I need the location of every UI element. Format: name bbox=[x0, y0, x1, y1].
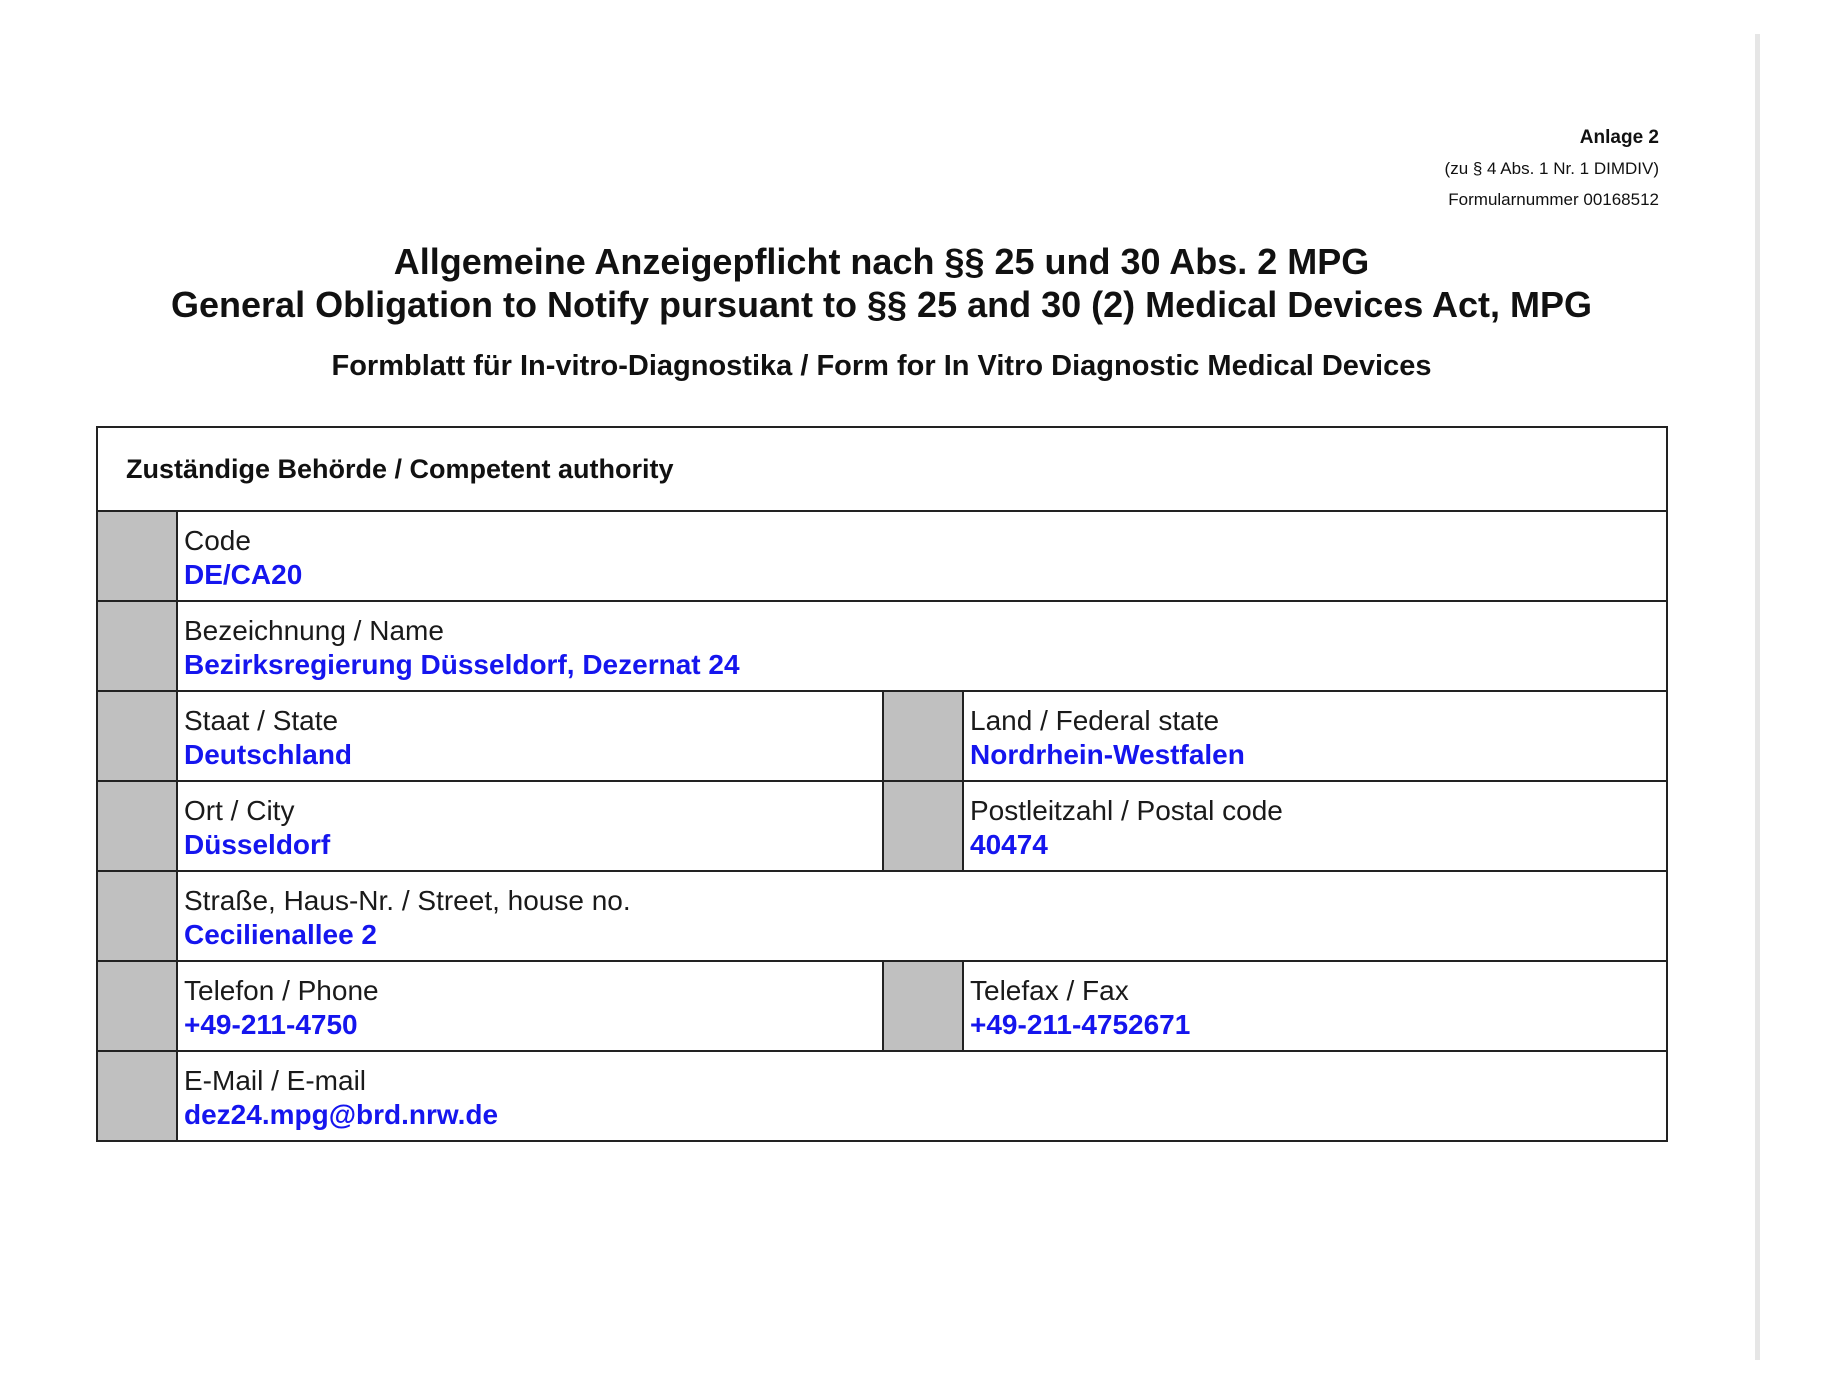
form-row-city bbox=[98, 782, 1666, 872]
code-field[interactable] bbox=[178, 512, 1666, 600]
name-label: Bezeichnung / Name bbox=[184, 615, 444, 646]
field-marker bbox=[98, 872, 178, 960]
state-label: Staat / State bbox=[184, 705, 339, 736]
email-field[interactable] bbox=[178, 1052, 1666, 1140]
form-row-street bbox=[98, 872, 1666, 962]
street-field[interactable] bbox=[178, 872, 1666, 960]
form-row-state bbox=[98, 692, 1666, 782]
fax-field[interactable] bbox=[964, 962, 1666, 1050]
form-subtitle: Formblatt für In-vitro-Diagnostika / Form for In Vitro Diagnostic Medical Devices bbox=[331, 350, 1432, 382]
city-label: Ort / City bbox=[184, 795, 295, 826]
fax-cell bbox=[884, 962, 1666, 1050]
title-german: Allgemeine Anzeigepflicht nach §§ 25 und 30 Abs. 2 MPG bbox=[393, 241, 1370, 282]
field-marker bbox=[98, 962, 178, 1050]
annex-label: Anlage 2 bbox=[1579, 127, 1659, 148]
phone-field[interactable] bbox=[178, 962, 882, 1050]
code-value: DE/CA20 bbox=[184, 559, 303, 590]
page-edge-divider bbox=[1755, 34, 1760, 1360]
federal-state-field[interactable] bbox=[964, 692, 1666, 780]
title-english: General Obligation to Notify pursuant to §§ 25 and 30 (2) Medical Devices Act, MPG bbox=[171, 284, 1592, 325]
section-heading: Zuständige Behörde / Competent authority bbox=[98, 428, 1666, 512]
postal-code-cell bbox=[884, 782, 1666, 870]
state-cell bbox=[98, 692, 884, 780]
field-marker bbox=[884, 962, 964, 1050]
form-row-phone bbox=[98, 962, 1666, 1052]
city-value: Düsseldorf bbox=[184, 829, 331, 860]
document-title bbox=[0, 240, 1763, 384]
email-value: dez24.mpg@brd.nrw.de bbox=[184, 1099, 499, 1130]
fax-value: +49-211-4752671 bbox=[970, 1009, 1191, 1040]
city-cell bbox=[98, 782, 884, 870]
form-number: Formularnummer 00168512 bbox=[1448, 190, 1659, 209]
federal-state-cell bbox=[884, 692, 1666, 780]
state-field[interactable] bbox=[178, 692, 882, 780]
field-marker bbox=[884, 782, 964, 870]
code-label: Code bbox=[184, 525, 251, 556]
field-marker bbox=[98, 1052, 178, 1140]
postal-code-value: 40474 bbox=[970, 829, 1048, 860]
name-field[interactable] bbox=[178, 602, 1666, 690]
annex-reference: (zu § 4 Abs. 1 Nr. 1 DIMDIV) bbox=[1444, 159, 1659, 178]
postal-code-field[interactable] bbox=[964, 782, 1666, 870]
field-marker bbox=[98, 602, 178, 690]
street-value: Cecilienallee 2 bbox=[184, 919, 378, 950]
federal-state-label: Land / Federal state bbox=[970, 705, 1220, 736]
postal-code-label: Postleitzahl / Postal code bbox=[970, 795, 1283, 826]
annex-header bbox=[1445, 122, 1659, 215]
federal-state-value: Nordrhein-Westfalen bbox=[970, 739, 1245, 770]
phone-value: +49-211-4750 bbox=[184, 1009, 358, 1040]
field-marker bbox=[98, 692, 178, 780]
phone-label: Telefon / Phone bbox=[184, 975, 379, 1006]
form-row-email bbox=[98, 1052, 1666, 1140]
city-field[interactable] bbox=[178, 782, 882, 870]
email-label: E-Mail / E-mail bbox=[184, 1065, 367, 1096]
field-marker bbox=[98, 512, 178, 600]
form-row-code bbox=[98, 512, 1666, 602]
fax-label: Telefax / Fax bbox=[970, 975, 1129, 1006]
competent-authority-form bbox=[96, 426, 1668, 1142]
phone-cell bbox=[98, 962, 884, 1050]
name-value: Bezirksregierung Düsseldorf, Dezernat 24 bbox=[184, 649, 740, 680]
field-marker bbox=[884, 692, 964, 780]
form-row-name bbox=[98, 602, 1666, 692]
field-marker bbox=[98, 782, 178, 870]
street-label: Straße, Haus-Nr. / Street, house no. bbox=[184, 885, 631, 916]
state-value: Deutschland bbox=[184, 739, 353, 770]
